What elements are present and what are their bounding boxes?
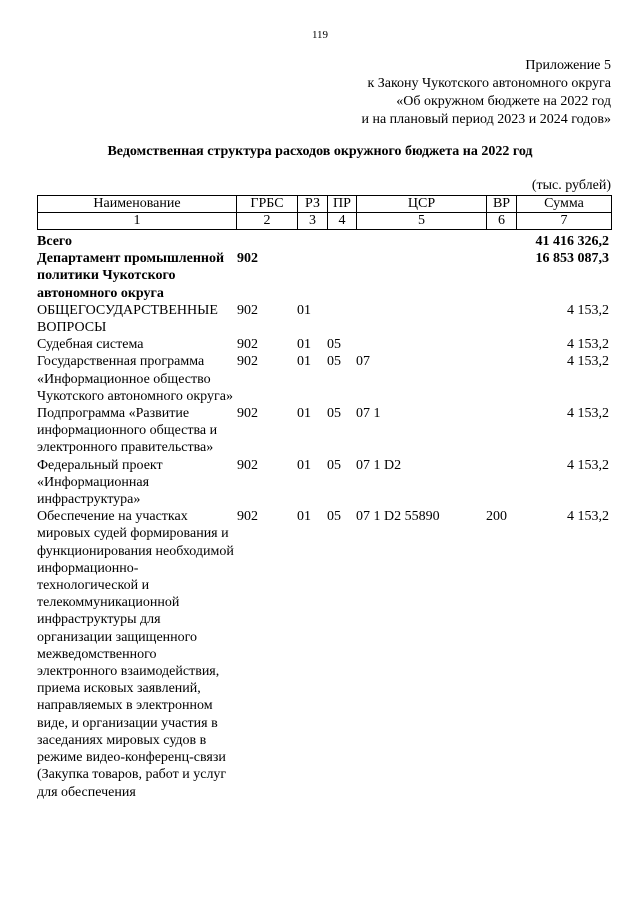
appendix-line-3: «Об окружном бюджете на 2022 год [396, 94, 611, 109]
row-pr: 05 [327, 509, 341, 525]
row-name: Всего [37, 234, 72, 249]
table-row [37, 405, 611, 457]
row-pr: 05 [327, 457, 341, 473]
row-vr [486, 233, 516, 250]
row-grbs: 902 [237, 406, 258, 422]
header-number-4: 4 [328, 213, 357, 230]
row-rz [297, 250, 327, 302]
row-rz [297, 233, 327, 250]
units-label: (тыс. рублей) [531, 178, 611, 193]
appendix-line-4: и на плановый период 2023 и 2024 годов» [361, 112, 611, 127]
row-vr [486, 457, 516, 509]
row-name: Подпрограмма «Развитие информационного общества и электронного правительства» [37, 406, 218, 456]
header-number-7: 7 [517, 213, 612, 230]
row-csr: 07 1 D2 55890 [356, 509, 440, 525]
header-number-6: 6 [487, 213, 517, 230]
appendix-line-1: Приложение 5 [525, 58, 611, 73]
row-rz: 01 [297, 354, 311, 370]
row-vr [486, 250, 516, 302]
row-csr [356, 233, 486, 250]
row-pr: 05 [327, 354, 341, 370]
header-csr: ЦСР [357, 196, 487, 213]
row-sum: 4 153,2 [567, 406, 609, 422]
row-grbs: 902 [237, 354, 258, 370]
row-vr [486, 353, 516, 405]
row-grbs: 902 [237, 337, 258, 353]
row-pr: 05 [327, 406, 341, 422]
row-sum: 16 853 087,3 [535, 251, 609, 267]
row-grbs: 902 [237, 509, 258, 525]
header-rz: РЗ [298, 196, 328, 213]
header-pr: ПР [328, 196, 357, 213]
table-row [37, 250, 611, 302]
row-name: Обеспечение на участках мировых судей формирования и функционирования необходимой информационно-технологической и телекоммуникационной инфраструктуры для организации защищенного межведомственного электронного взаимодействия, приема исковых заявлений, направляемых в электронном виде, и организации участия в заседаниях мировых судов в режиме видео-конференц-связи (Закупка товаров, работ и услуг для обеспечения [37, 509, 234, 800]
table-row [37, 353, 611, 405]
row-sum: 4 153,2 [567, 302, 609, 318]
row-vr [486, 405, 516, 457]
header-name: Наименование [38, 196, 237, 213]
row-rz: 01 [297, 302, 311, 318]
header-vr: ВР [487, 196, 517, 213]
row-csr: 07 [356, 354, 370, 370]
row-grbs: 902 [237, 302, 258, 318]
header-number-2: 2 [237, 213, 298, 230]
row-csr: 07 1 D2 [356, 457, 402, 473]
row-csr [356, 250, 486, 302]
table-row [37, 508, 611, 800]
document-title: Ведомственная структура расходов окружного бюджета на 2022 год [107, 144, 533, 159]
row-rz: 01 [297, 457, 311, 473]
table-row [37, 336, 611, 353]
row-name: Федеральный проект «Информационная инфраструктура» [37, 457, 163, 508]
budget-table [37, 233, 611, 801]
row-rz: 01 [297, 337, 311, 353]
row-pr: 05 [327, 337, 341, 353]
header-row [38, 196, 612, 213]
row-name: ОБЩЕГОСУДАРСТВЕННЫЕ ВОПРОСЫ [37, 302, 218, 336]
row-vr: 200 [486, 509, 507, 525]
appendix-line-2: к Закону Чукотского автономного округа [367, 76, 611, 91]
row-grbs: 902 [237, 457, 258, 473]
row-sum: 4 153,2 [567, 337, 609, 353]
header-number-5: 5 [357, 213, 487, 230]
table-row [37, 302, 611, 336]
row-csr [356, 302, 486, 336]
row-name: Государственная программа «Информационное общество Чукотского автономного округа» [37, 354, 233, 404]
row-sum: 4 153,2 [567, 354, 609, 370]
row-rz: 01 [297, 406, 311, 422]
header-number-1: 1 [38, 213, 237, 230]
row-csr: 07 1 [356, 406, 381, 422]
row-sum: 4 153,2 [567, 509, 609, 525]
row-vr [486, 302, 516, 336]
row-grbs [236, 233, 297, 250]
header-sum: Сумма [517, 196, 612, 213]
row-grbs: 902 [237, 251, 258, 267]
row-pr [327, 250, 356, 302]
row-pr [327, 302, 356, 336]
table-row-total [37, 233, 611, 250]
appendix-note [361, 57, 611, 129]
row-pr [327, 233, 356, 250]
table-row [37, 457, 611, 509]
header-number-3: 3 [298, 213, 328, 230]
row-vr [486, 336, 516, 353]
page-number: 119 [311, 29, 329, 41]
row-csr [356, 336, 486, 353]
row-name: Судебная система [37, 337, 144, 353]
row-rz: 01 [297, 509, 311, 525]
row-sum: 41 416 326,2 [535, 234, 609, 249]
row-name: Департамент промышленной политики Чукотского автономного округа [37, 251, 225, 301]
header-numbers-row [38, 213, 612, 230]
row-sum: 4 153,2 [567, 457, 609, 473]
table-header [37, 195, 612, 230]
header-grbs: ГРБС [237, 196, 298, 213]
